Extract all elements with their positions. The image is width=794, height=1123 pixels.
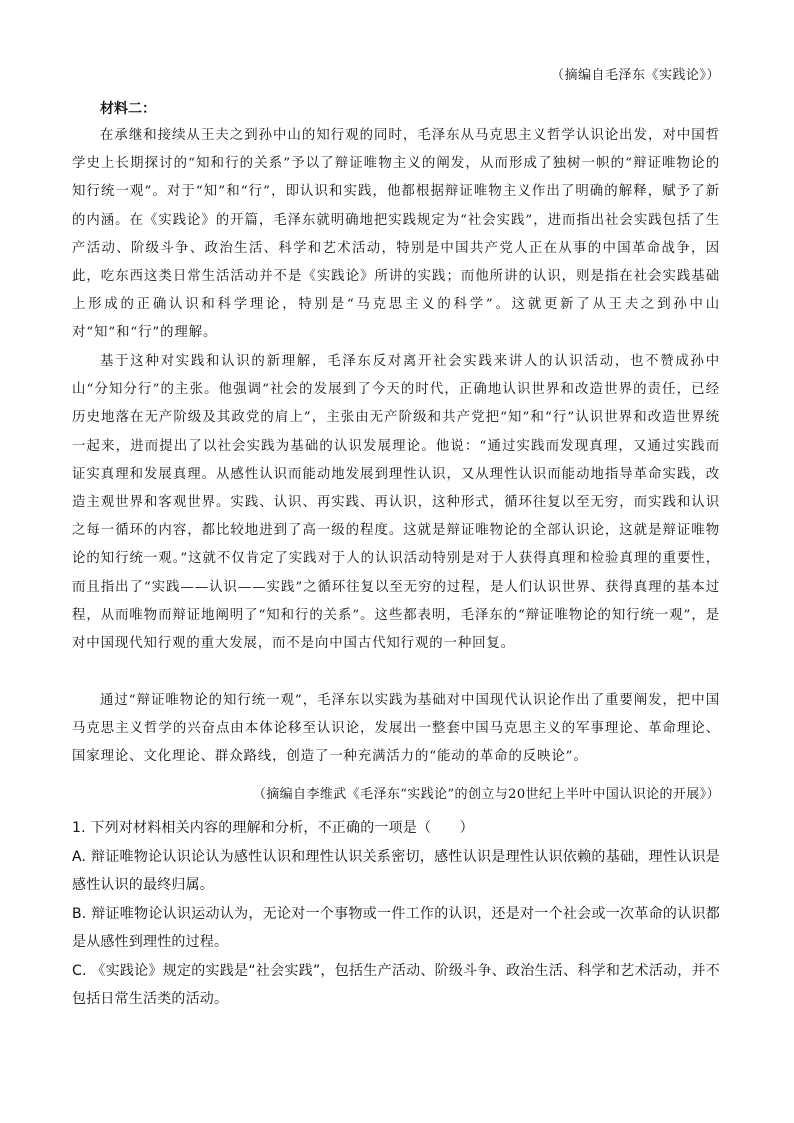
paragraph-2-block bbox=[72, 348, 720, 658]
option-b: B. 辩证唯物论认识运动认为，无论对一个事物或一件工作的认识，还是对一个社会或一次革命的认识都是从感性到理性的过程。 bbox=[72, 905, 720, 950]
source-citation-top: （摘编自毛泽东《实践论》） bbox=[550, 68, 720, 83]
option-c: C. 《实践论》规定的实践是“社会实践”，包括生产活动、阶级斗争、政治生活、科学和艺术活动，并不包括日常生活类的活动。 bbox=[72, 962, 720, 1007]
question-stem: 1. 下列对材料相关内容的理解和分析，不正确的一项是（ ） bbox=[72, 820, 474, 836]
paragraph: 通过“辩证唯物论的知行统一观”，毛泽东以实践为基础对中国现代认识论作出了重要阐发，把中国马克思主义哲学的兴奋点由本体论移至认识论，发展出一整套中国马克思主义的军事理论、革命理论、国家理论、文化理论、群众路线，创造了一种充满活力的“能动的革命的反映论”。 bbox=[72, 693, 720, 765]
paragraph: 在承继和接续从王夫之到孙中山的知行观的同时，毛泽东从马克思主义哲学认识论出发，对中国哲学史上长期探讨的“知和行的关系”予以了辩证唯物主义的阐发，从而形成了独树一帜的“辩证唯物论的知行统一观”。对于“知”和“行”，即认识和实践，他都根据辩证唯物主义作出了明确的解释，赋予了新的内涵。在《实践论》的开篇，毛泽东就明确地把实践规定为“社会实践”，进而指出社会实践包括了生产活动、阶级斗争、政治生活、科学和艺术活动，特别是中国共产党人正在从事的中国革命战争，因此，吃东西这类日常生活活动并不是《实践论》所讲的实践；而他所讲的认识，则是指在社会实践基础上形成的正确认识和科学理论，特别是“马克思主义的科学”。这就更新了从王夫之到孙中山对“知”和“行”的理解。 bbox=[72, 128, 720, 341]
paragraph-1-block bbox=[72, 122, 720, 348]
source-citation-bottom: （摘编自李维武《毛泽东“实践论”的创立与20世纪上半叶中国认识论的开展》） bbox=[252, 787, 720, 802]
paragraph: 基于这种对实践和认识的新理解，毛泽东反对离开社会实践来讲人的认识活动，也不赞成孙中山“分知分行”的主张。他强调“社会的发展到了今天的时代，正确地认识世界和改造世界的责任，已经历史地落在无产阶级及其政党的肩上”，主张由无产阶级和共产党把“知”和“行”认识世界和改造世界统一起来，进而提出了以社会实践为基础的认识发展理论。他说：“通过实践而发现真理，又通过实践而证实真理和发展真理。从感性认识而能动地发展到理性认识，又从理性认识而能动地指导革命实践，改造主观世界和客观世界。实践、认识、再实践、再认识，这种形式，循环往复以至无穷，而实践和认识之每一循环的内容，都比较地进到了高一级的程度。这就是辩证唯物论的全部认识论，这就是辩证唯物论的知行统一观。”这就不仅肯定了实践对于人的认识活动特别是对于人获得真理和检验真理的重要性，而且指出了“实践——认识——实践”之循环往复以至无穷的过程，是人们认识世界、获得真理的基本过程，从而唯物而辩证地阐明了“知和行的关系”。这些都表明，毛泽东的“辩证唯物论的知行统一观”，是对中国现代知行观的重大发展，而不是向中国古代知行观的一种回复。 bbox=[72, 354, 720, 652]
material-heading: 材料二： bbox=[100, 101, 156, 117]
option-a: A. 辩证唯物论认识论认为感性认识和理性认识关系密切，感性认识是理性认识依赖的基础，理性认识是感性认识的最终归属。 bbox=[72, 848, 720, 893]
question-block bbox=[72, 814, 720, 1014]
paragraph-3-block bbox=[72, 687, 720, 772]
